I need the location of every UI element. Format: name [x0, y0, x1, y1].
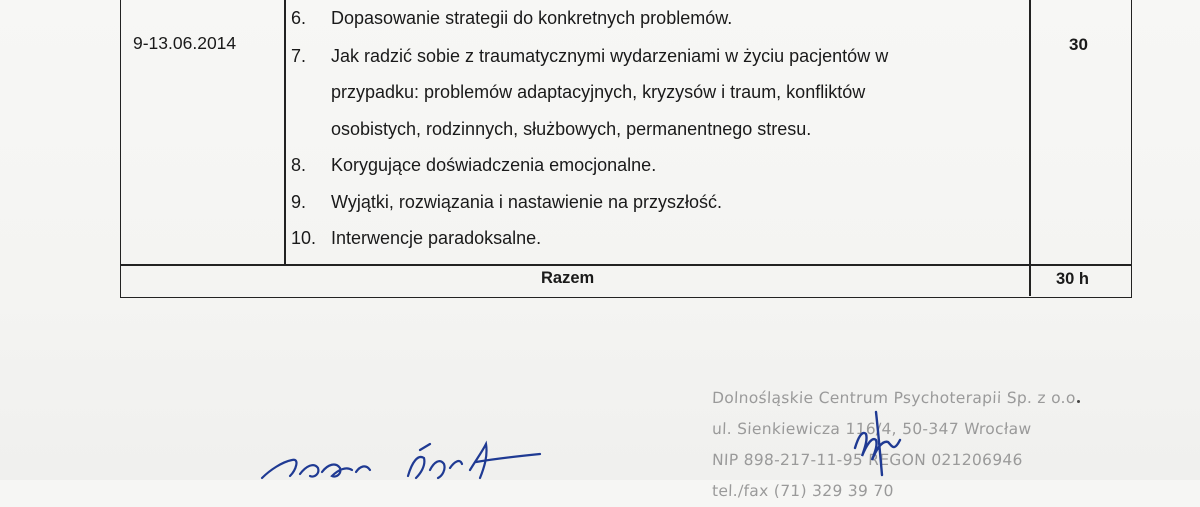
item-number: 8. [291, 155, 307, 175]
item-text-continuation: osobistych, rodzinnych, służbowych, permanentnego stresu. [331, 119, 812, 139]
signature-left-second [408, 444, 540, 478]
item-text-continuation: przypadku: problemów adaptacyjnych, kryzysów i traum, konfliktów [331, 82, 866, 102]
total-label: Razem [541, 269, 595, 287]
item-text: Interwencje paradoksalne. [331, 228, 542, 248]
item-text: Wyjątki, rozwiązania i nastawienie na przyszłość. [331, 192, 722, 212]
item-number: 7. [291, 46, 307, 66]
item-text: Korygujące doświadczenia emocjonalne. [331, 155, 657, 175]
stamp-line: Dolnośląskie Centrum Psychoterapii Sp. z o.o [711, 389, 1076, 407]
item-text: Dopasowanie strategii do konkretnych problemów. [331, 8, 733, 28]
total-value: 30 h [1056, 270, 1090, 288]
session-date: 9-13.06.2014 [133, 33, 237, 53]
item-number: 6. [291, 8, 307, 28]
item-number: 10. [291, 228, 317, 248]
item-number: 9. [291, 192, 307, 212]
stamp-line: ul. Sienkiewicza 116/4, 50-347 Wrocław [711, 420, 1032, 438]
signature-right [855, 412, 900, 475]
stamp-line: NIP 898-217-11-95 REGON 021206946 [711, 451, 1024, 469]
item-text: Jak radzić sobie z traumatycznymi wydarzeniami w życiu pacjentów w [331, 46, 889, 66]
session-hours: 30 [1069, 35, 1088, 54]
signature-left [262, 460, 370, 478]
stamp-line: tel./fax (71) 329 39 70 [711, 482, 894, 500]
